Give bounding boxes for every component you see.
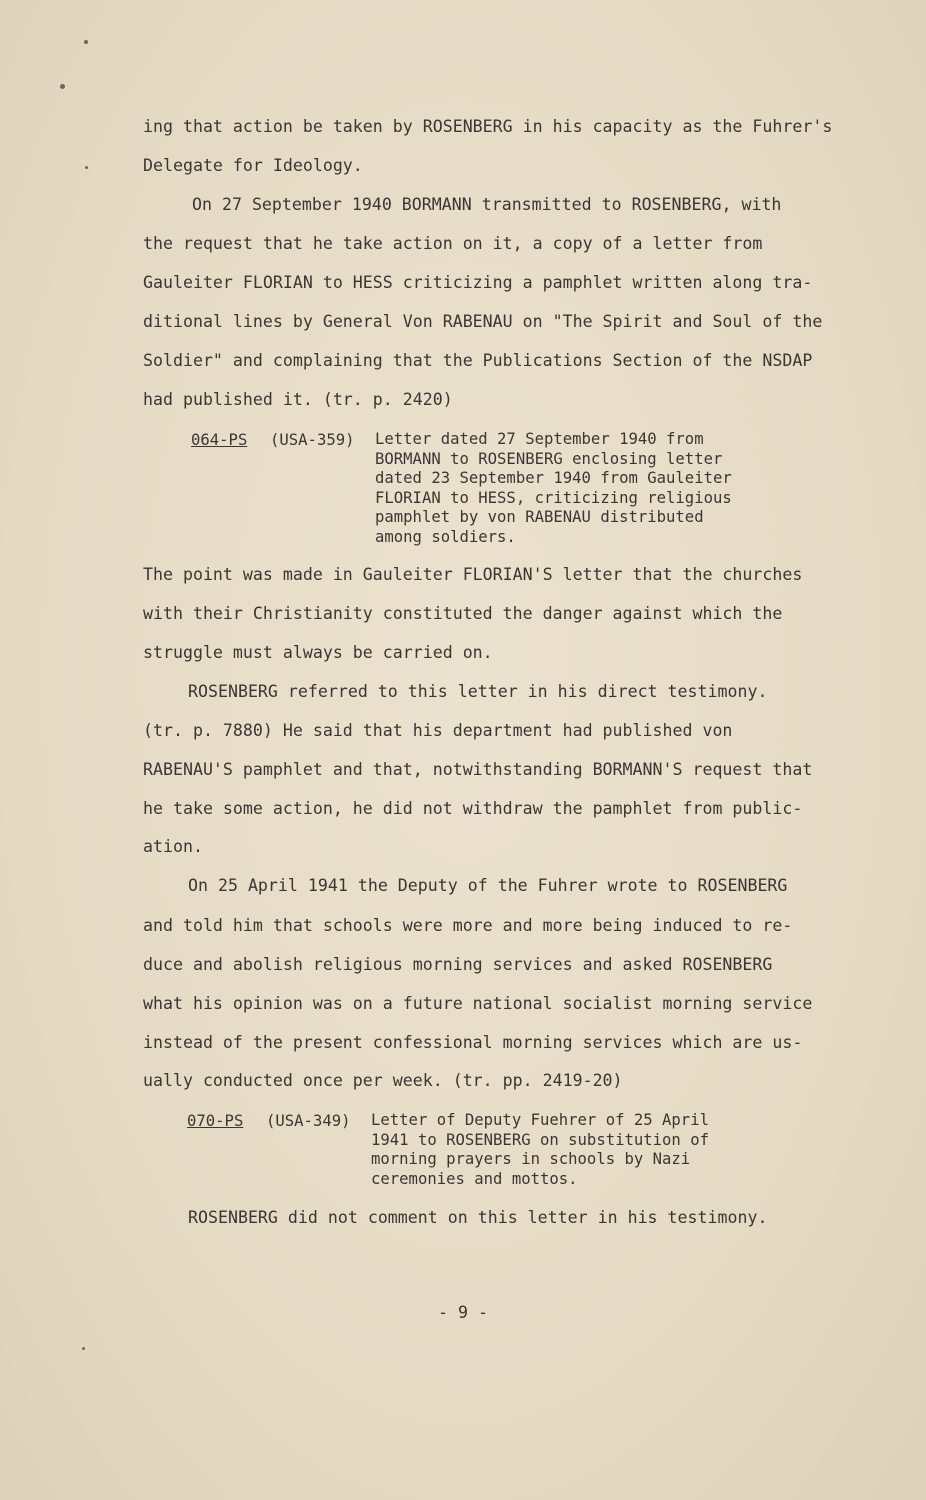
exhibit-usa-number: (USA-359): [270, 431, 355, 449]
exhibit-code: 070-PS: [187, 1112, 244, 1130]
text-line: and told him that schools were more and more being induced to re-: [143, 916, 793, 935]
paper-speck: [84, 40, 88, 44]
paper-speck: [82, 1347, 85, 1350]
text-line: Soldier" and complaining that the Publications Section of the NSDAP: [143, 351, 813, 370]
text-line: Gauleiter FLORIAN to HESS criticizing a pamphlet written along tra-: [143, 273, 813, 292]
text-line: On 25 April 1941 the Deputy of the Fuhrer wrote to ROSENBERG: [188, 876, 788, 895]
text-line: ing that action be taken by ROSENBERG in his capacity as the Fuhrer's: [143, 117, 833, 136]
text-line: On 27 September 1940 BORMANN transmitted to ROSENBERG, with: [192, 195, 782, 214]
text-line: Delegate for Ideology.: [143, 156, 363, 175]
text-line: duce and abolish religious morning services and asked ROSENBERG: [143, 955, 773, 974]
text-line: (tr. p. 7880) He said that his department had published von: [143, 721, 733, 740]
text-line: struggle must always be carried on.: [143, 643, 493, 662]
text-line: had published it. (tr. p. 2420): [143, 390, 453, 409]
text-line: instead of the present confessional morning services which are us-: [143, 1033, 803, 1052]
text-line: ually conducted once per week. (tr. pp. 2419-20): [143, 1071, 623, 1090]
text-line: RABENAU'S pamphlet and that, notwithstanding BORMANN'S request that: [143, 760, 813, 779]
text-line: ation.: [143, 837, 203, 856]
text-line: what his opinion was on a future national socialist morning service: [143, 994, 813, 1013]
exhibit-description: Letter of Deputy Fuehrer of 25 April 1941 to ROSENBERG on substitution of morning prayers in schools by Nazi ceremonies and mottos.: [371, 1111, 709, 1188]
exhibit-description: Letter dated 27 September 1940 from BORMANN to ROSENBERG enclosing letter dated 23 September 1940 from Gauleiter FLORIAN to HESS, criticizing religious pamphlet by von RABENAU distributed among soldiers.: [375, 430, 732, 546]
page-number: - 9 -: [438, 1303, 488, 1322]
text-line: he take some action, he did not withdraw the pamphlet from public-: [143, 799, 803, 818]
exhibit-usa-number: (USA-349): [266, 1112, 351, 1130]
exhibit-code: 064-PS: [191, 431, 248, 449]
text-line: The point was made in Gauleiter FLORIAN'S letter that the churches: [143, 565, 803, 584]
paper-speck: [85, 166, 88, 169]
text-line: with their Christianity constituted the danger against which the: [143, 604, 783, 623]
paper-speck: [60, 84, 65, 89]
text-line: ditional lines by General Von RABENAU on "The Spirit and Soul of the: [143, 312, 823, 331]
text-line: the request that he take action on it, a copy of a letter from: [143, 234, 763, 253]
text-line: ROSENBERG did not comment on this letter in his testimony.: [188, 1208, 768, 1227]
text-line: ROSENBERG referred to this letter in his direct testimony.: [188, 682, 768, 701]
